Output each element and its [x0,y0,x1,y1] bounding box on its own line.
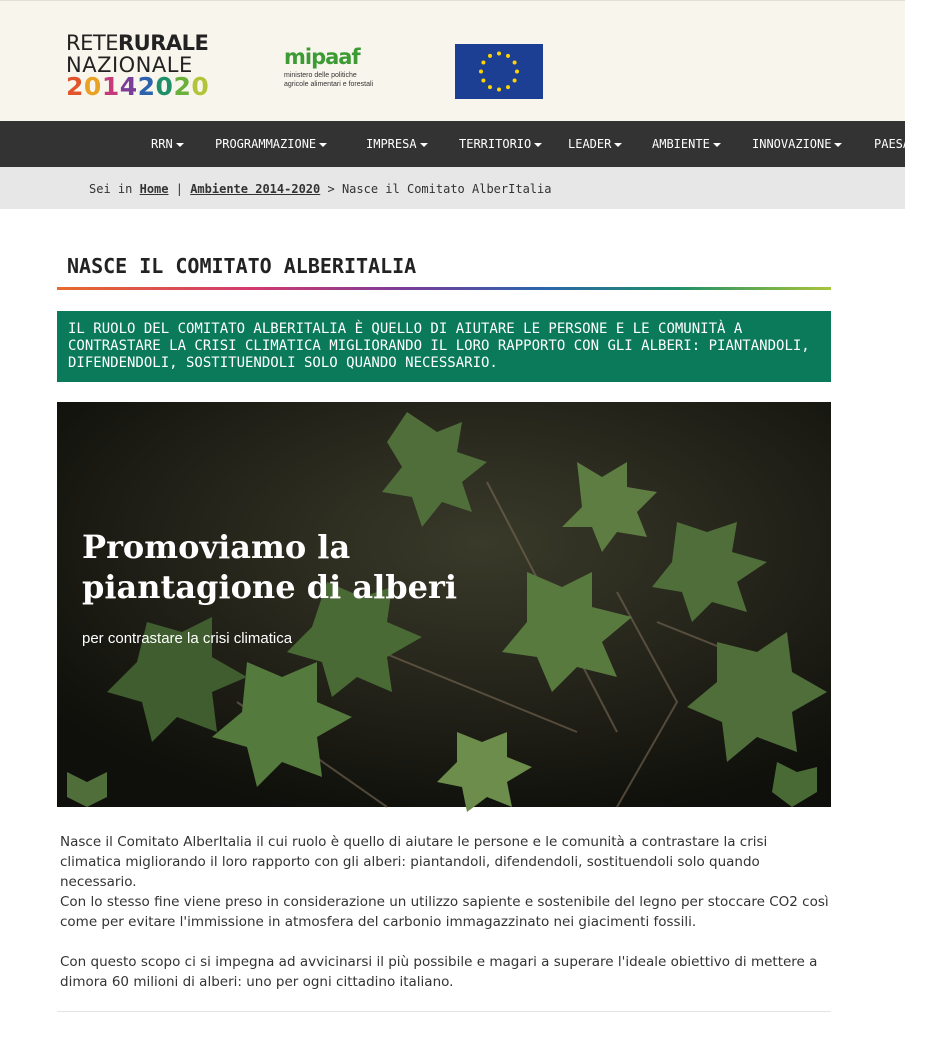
caret-down-icon [176,143,184,147]
logo-year-digit: 0 [155,72,174,101]
content-divider [57,1011,831,1012]
page-title: NASCE IL COMITATO ALBERITALIA [67,254,417,278]
breadcrumb-separator: | [175,182,183,196]
mipaaf-subtitle-1: ministero delle politiche [284,72,357,79]
eu-star-icon [513,79,517,83]
hero-image [57,402,831,807]
nav-item-rrn[interactable]: RRN [151,121,184,167]
eu-star-icon [481,79,485,83]
site-header [0,0,905,121]
eu-star-icon [479,70,483,74]
eu-flag-icon [455,44,543,99]
logo-years [66,72,226,101]
breadcrumb-prefix: Sei in [89,182,133,196]
caret-down-icon [614,143,622,147]
eu-star-icon [513,61,517,65]
nav-item-impresa[interactable]: IMPRESA [366,121,428,167]
title-divider [57,287,831,290]
logo-text-nazionale: NAZIONALE [66,53,193,77]
logo-text-rete: RETE [66,31,118,55]
nav-item-programmazione[interactable]: PROGRAMMAZIONE [215,121,327,167]
logo-year-digit: 1 [101,72,120,101]
logo-year-digit: 2 [173,72,192,101]
logo-year-digit: 4 [119,72,138,101]
caret-down-icon [534,143,542,147]
hero-title: Promoviamo la piantagione di alberi [82,528,457,606]
logo-text-rurale: RURALE [117,31,209,55]
logo-year-digit: 0 [83,72,102,101]
breadcrumb-arrow: > [327,182,335,196]
mipaaf-subtitle-2: agricole alimentari e forestali [284,81,374,88]
eu-star-icon [506,54,510,58]
logo-year-digit: 2 [137,72,156,101]
caret-down-icon [420,143,428,147]
rete-rurale-logo[interactable] [66,31,226,101]
caret-down-icon [319,143,327,147]
breadcrumb [0,167,905,209]
main-navigation [0,121,939,167]
article-paragraph: Con questo scopo ci si impegna ad avvicinarsi il più possibile e magari a superare l'ideale obiettivo di mettere a dimora 60 milioni di alberi: uno per ogni cittadino italiano. [60,954,818,990]
article-lead: IL RUOLO DEL COMITATO ALBERITALIA È QUELLO DI AIUTARE LE PERSONE E LE COMUNITÀ A CONTRASTARE LA CRISI CLIMATICA MIGLIORANDO IL LORO RAPPORTO CON GLI ALBERI: PIANTANDOLI, DIFENDENDOLI, SOSTITUENDOLI SOLO QUANDO NECESSARIO. [57,311,831,382]
breadcrumb-home-link[interactable]: Home [139,182,169,196]
nav-item-innovazione[interactable]: INNOVAZIONE [752,121,842,167]
eu-star-icon [481,61,485,65]
mipaaf-mark: mipaaf [284,45,360,69]
nav-item-leader[interactable]: LEADER [568,121,622,167]
nav-item-paesaggio[interactable]: PAESAGGIO [874,137,939,151]
breadcrumb-section-link[interactable]: Ambiente 2014-2020 [190,182,321,196]
article-body [60,832,830,992]
breadcrumb-current: Nasce il Comitato AlberItalia [341,182,552,196]
eu-star-icon [497,88,501,92]
caret-down-icon [834,143,842,147]
logo-year-digit: 0 [191,72,210,101]
eu-star-icon [488,54,492,58]
nav-item-ambiente[interactable]: AMBIENTE [652,121,721,167]
eu-star-icon [515,70,519,74]
nav-item-territorio[interactable]: TERRITORIO [459,121,542,167]
eu-star-icon [497,52,501,56]
article-paragraph: Nasce il Comitato AlberItalia il cui ruolo è quello di aiutare le persone e le comunità a contrastare la crisi climatica migliorando il loro rapporto con gli alberi: piantandoli, difendendoli, sostituendoli solo quando necessario. [60,834,768,890]
logo-year-digit: 2 [66,72,84,101]
eu-star-icon [488,85,492,89]
hero-subtitle: per contrastare la crisi climatica [82,630,293,647]
mipaaf-logo[interactable] [284,45,394,89]
eu-star-icon [506,85,510,89]
article-paragraph: Con lo stesso fine viene preso in considerazione un utilizzo sapiente e sostenibile del legno per stoccare CO2 così come per evitare l'immissione in atmosfera del carbonio immagazzinato nei giacimenti fossili. [60,894,829,930]
caret-down-icon [713,143,721,147]
